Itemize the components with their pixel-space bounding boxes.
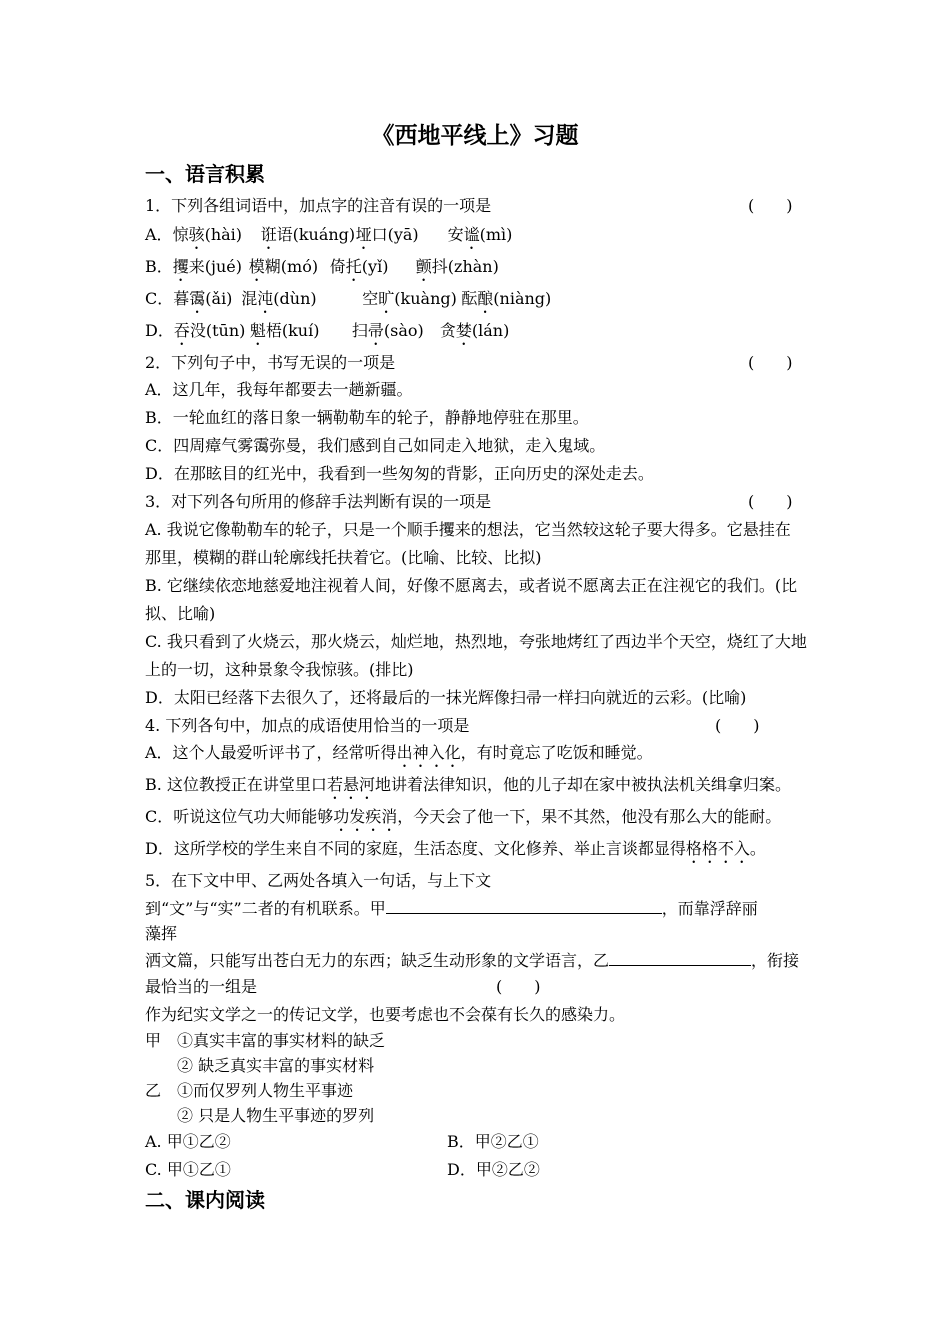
question-1-option-d: D．吞没(tūn) 魁梧(kuí) 扫帚(sào) 贪婪(lán): [145, 320, 810, 349]
pinyin-item: 暮霭(ǎi): [173, 289, 233, 308]
pinyin-item: 攫来(jué): [172, 257, 243, 276]
question-3-option-c-line2: 上的一切，这种景象令我惊骇。(排比): [145, 660, 414, 679]
question-4-option-d: D．这所学校的学生来自不同的家庭，生活态度、文化修养、举止言谈都显得格格不入。: [145, 839, 766, 858]
question-3-option-b-line2: 拟、比喻): [145, 604, 216, 623]
question-5-line-5: 作为纪实文学之一的传记文学，也要考虑也不会葆有长久的感染力。: [145, 1005, 626, 1024]
question-3-option-a-line2: 那里，模糊的群山轮廓线托扶着它。(比喻、比较、比拟): [145, 548, 542, 567]
answer-bracket-1: ( ): [748, 196, 793, 215]
section-heading-reading: 二、课内阅读: [145, 1188, 265, 1212]
question-1-stem: 1．下列各组词语中，加点字的注音有误的一项是: [145, 196, 492, 215]
pinyin-item: 混沌(dùn): [241, 289, 317, 308]
question-3-option-d: D．太阳已经落下去很久了，还将最后的一抹光辉像扫帚一样扫向就近的云彩。(比喻): [145, 688, 747, 707]
question-4-option-a: A．这个人最爱听评书了，经常听得出神入化，有时竟忘了吃饭和睡觉。: [145, 743, 653, 762]
question-2-option-d: D．在那眩目的红光中，我看到一些匆匆的背影，正向历史的深处走去。: [145, 464, 654, 483]
dotted-character: 沌: [257, 289, 274, 308]
pinyin-item: 倚托(yǐ): [329, 257, 389, 276]
question-5-option-a: A. 甲①乙②: [145, 1132, 231, 1151]
dotted-character: 霭: [189, 289, 206, 308]
dotted-character: 帚: [367, 321, 384, 340]
question-5-option-c: C. 甲①乙①: [145, 1160, 231, 1179]
dotted-character: 垭: [355, 225, 372, 244]
question-5-option-b: B．甲②乙①: [447, 1132, 539, 1151]
dotted-character: 托: [345, 257, 362, 276]
question-5-line-4: 最恰当的一组是: [145, 977, 258, 996]
pinyin-item: 魁梧(kuí): [249, 321, 320, 340]
answer-bracket-3: ( ): [748, 492, 793, 511]
pinyin-item: 吞没(tūn): [173, 321, 246, 340]
question-2-option-a: A．这几年，我每年都要去一趟新疆。: [145, 380, 413, 399]
question-2-option-b: B．一轮血红的落日象一辆勒勒车的轮子，静静地停驻在那里。: [145, 408, 589, 427]
pinyin-item: 空旷(kuàng): [362, 289, 457, 308]
question-3-option-c-line1: C. 我只看到了火烧云，那火烧云，灿烂地，热烈地，夸张地烤红了西边半个天空，烧红了大地: [145, 632, 807, 651]
pinyin-item: 诳语(kuáng): [260, 225, 356, 244]
question-4-option-c: C．听说这位气功大师能够功发疾消，今天会了他一下，果不其然，他没有那么大的能耐。: [145, 807, 782, 826]
section-heading-language: 一、语言积累: [145, 162, 265, 186]
question-5-stem: 5．在下文中甲、乙两处各填入一句话，与上下文: [145, 871, 492, 890]
yi-choice-2: ② 只是人物生平事迹的罗列: [177, 1106, 375, 1125]
question-4-stem: 4. 下列各句中，加点的成语使用恰当的一项是: [145, 716, 470, 735]
dotted-character: 谧: [463, 225, 480, 244]
question-4-option-b: B. 这位教授正在讲堂里口若悬河地讲着法律知识，他的儿子却在家中被执法机关缉拿归案。: [145, 775, 791, 794]
question-5-line-2: 藻挥: [145, 924, 178, 943]
pinyin-item: 惊骇(hài): [172, 225, 243, 244]
blank-jia[interactable]: [386, 897, 662, 914]
jia-choice-2: ② 缺乏真实丰富的事实材料: [177, 1056, 375, 1075]
answer-bracket-4: ( ): [715, 716, 760, 735]
yi-choice-1: 乙 ①而仅罗列人物生平事迹: [145, 1081, 354, 1100]
pinyin-item: 模糊(mó): [248, 257, 319, 276]
pinyin-item: 扫帚(sào): [351, 321, 424, 340]
question-3-option-a-line1: A. 我说它像勒勒车的轮子，只是一个顺手攫来的想法，它当然较这轮子要大得多。它悬挂在: [145, 520, 791, 539]
question-5-option-d: D．甲②乙②: [447, 1160, 540, 1179]
dotted-character: 骇: [188, 225, 205, 244]
dotted-character: 模: [248, 257, 265, 276]
pinyin-item: 酝酿(niàng): [461, 289, 552, 308]
question-1-option-b: B．攫来(jué) 模糊(mó) 倚托(yǐ) 颤抖(zhàn): [145, 256, 810, 285]
page-title: 《西地平线上》习题: [371, 122, 579, 149]
question-3-stem: 3．对下列各句所用的修辞手法判断有误的一项是: [145, 492, 492, 511]
question-1-option-a: A．惊骇(hài) 诳语(kuáng)垭口(yā) 安谧(mì): [145, 224, 810, 253]
dotted-character: 酿: [477, 289, 494, 308]
pinyin-item: 贪婪(lán): [439, 321, 510, 340]
question-1-option-c: C．暮霭(ǎi) 混沌(dùn) 空旷(kuàng) 酝酿(niàng): [145, 288, 810, 317]
dotted-character: 婪: [455, 321, 472, 340]
jia-choice-1: 甲 ①真实丰富的事实材料的缺乏: [145, 1031, 386, 1050]
blank-yi[interactable]: [609, 949, 751, 966]
dotted-character: 攫: [172, 257, 189, 276]
pinyin-item: 颤抖(zhàn): [415, 257, 499, 276]
dotted-character: 颤: [415, 257, 432, 276]
answer-bracket-2: ( ): [748, 353, 793, 372]
dotted-character: 旷: [378, 289, 395, 308]
dotted-character: 诳: [260, 225, 277, 244]
pinyin-item: 垭口(yā): [355, 225, 419, 244]
question-2-option-c: C．四周瘴气雾霭弥曼，我们感到自己如同走入地狱，走入鬼域。: [145, 436, 606, 455]
dotted-character: 魁: [249, 321, 266, 340]
question-3-option-b-line1: B. 它继续依恋地慈爱地注视着人间，好像不愿离去，或者说不愿离去正在注视它的我们。(比: [145, 576, 798, 595]
dotted-character: 吞: [173, 321, 190, 340]
question-5-line-3: 洒文篇，只能写出苍白无力的东西；缺乏生动形象的文学语言，乙 ，衔接: [145, 951, 800, 970]
question-5-line-1: 到“文”与“实”二者的有机联系。甲 ，而靠浮辞丽: [145, 899, 758, 918]
question-2-stem: 2．下列句子中，书写无误的一项是: [145, 353, 396, 372]
answer-bracket-5: ( ): [496, 977, 541, 996]
pinyin-item: 安谧(mì): [447, 225, 513, 244]
